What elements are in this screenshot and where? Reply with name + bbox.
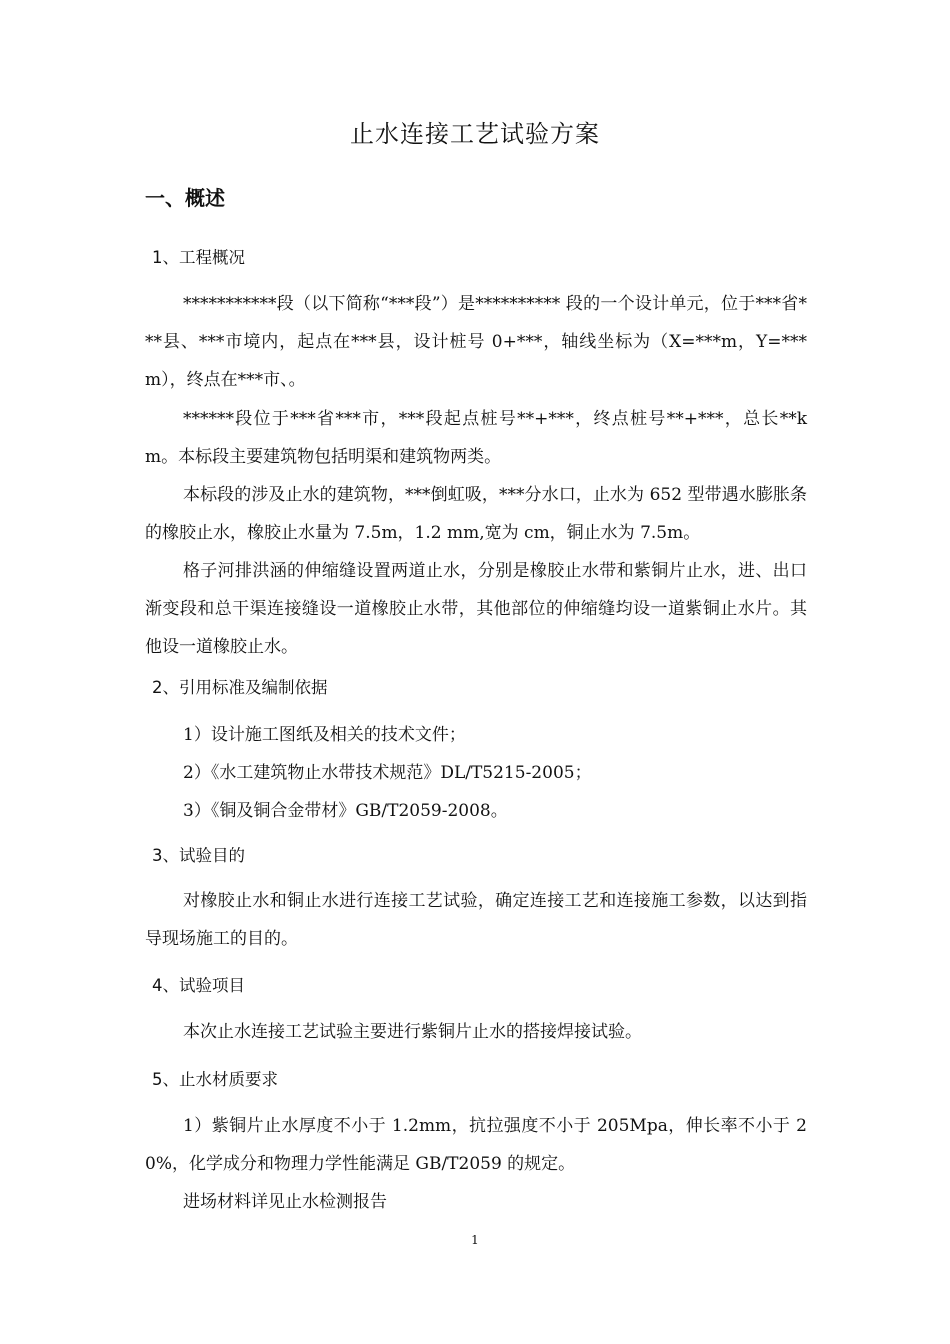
list-item-standard-2: 2）《水工建筑物止水带技术规范》DL/T5215-2005； bbox=[183, 763, 592, 783]
subsection-heading-standards: 2、引用标准及编制依据 bbox=[152, 678, 328, 697]
subsection-heading-project-overview: 1、工程概况 bbox=[152, 248, 245, 267]
paragraph-project-location: ***********段（以下简称“***段”）是********** 段的一个设计单元，位于***省***县、***市境内，起点在***县，设计桩号 0+***，轴线坐标为（X=***m，Y=***m），终点在***市、。 bbox=[145, 294, 807, 390]
subsection-heading-material-requirements: 5、止水材质要求 bbox=[152, 1070, 278, 1089]
paragraph-test-items: 本次止水连接工艺试验主要进行紫铜片止水的搭接焊接试验。 bbox=[183, 1022, 642, 1042]
section-heading-overview: 一、概述 bbox=[145, 186, 225, 210]
document-title: 止水连接工艺试验方案 bbox=[350, 120, 600, 148]
paragraph-waterstop-buildings: 本标段的涉及止水的建筑物，***倒虹吸，***分水口，止水为 652 型带遇水膨胀条的橡胶止水，橡胶止水量为 7.5m，1.2 mm,宽为 cm，铜止水为 7.5m。 bbox=[145, 485, 807, 543]
paragraph-material-report: 进场材料详见止水检测报告 bbox=[183, 1192, 387, 1212]
subsection-heading-purpose: 3、试验目的 bbox=[152, 846, 245, 865]
subsection-heading-test-items: 4、试验项目 bbox=[152, 976, 245, 995]
paragraph-copper-requirements: 1）紫铜片止水厚度不小于 1.2mm，抗拉强度不小于 205Mpa，伸长率不小于 20%，化学成分和物理力学性能满足 GB/T2059 的规定。 bbox=[145, 1116, 807, 1174]
paragraph-test-purpose: 对橡胶止水和铜止水进行连接工艺试验，确定连接工艺和连接施工参数，以达到指导现场施工的目的。 bbox=[145, 891, 807, 949]
paragraph-culvert-joints: 格子河排洪涵的伸缩缝设置两道止水，分别是橡胶止水带和紫铜片止水，进、出口渐变段和总干渠连接缝设一道橡胶止水带，其他部位的伸缩缝均设一道紫铜止水片。其他设一道橡胶止水。 bbox=[145, 561, 807, 657]
list-item-standard-3: 3）《铜及铜合金带材》GB/T2059-2008。 bbox=[183, 801, 508, 821]
page-number: 1 bbox=[471, 1233, 479, 1247]
paragraph-section-extent: ******段位于***省***市，***段起点桩号**+***，终点桩号**+***，总长**km。本标段主要建筑物包括明渠和建筑物两类。 bbox=[145, 409, 807, 467]
list-item-standard-1: 1）设计施工图纸及相关的技术文件； bbox=[183, 725, 466, 745]
